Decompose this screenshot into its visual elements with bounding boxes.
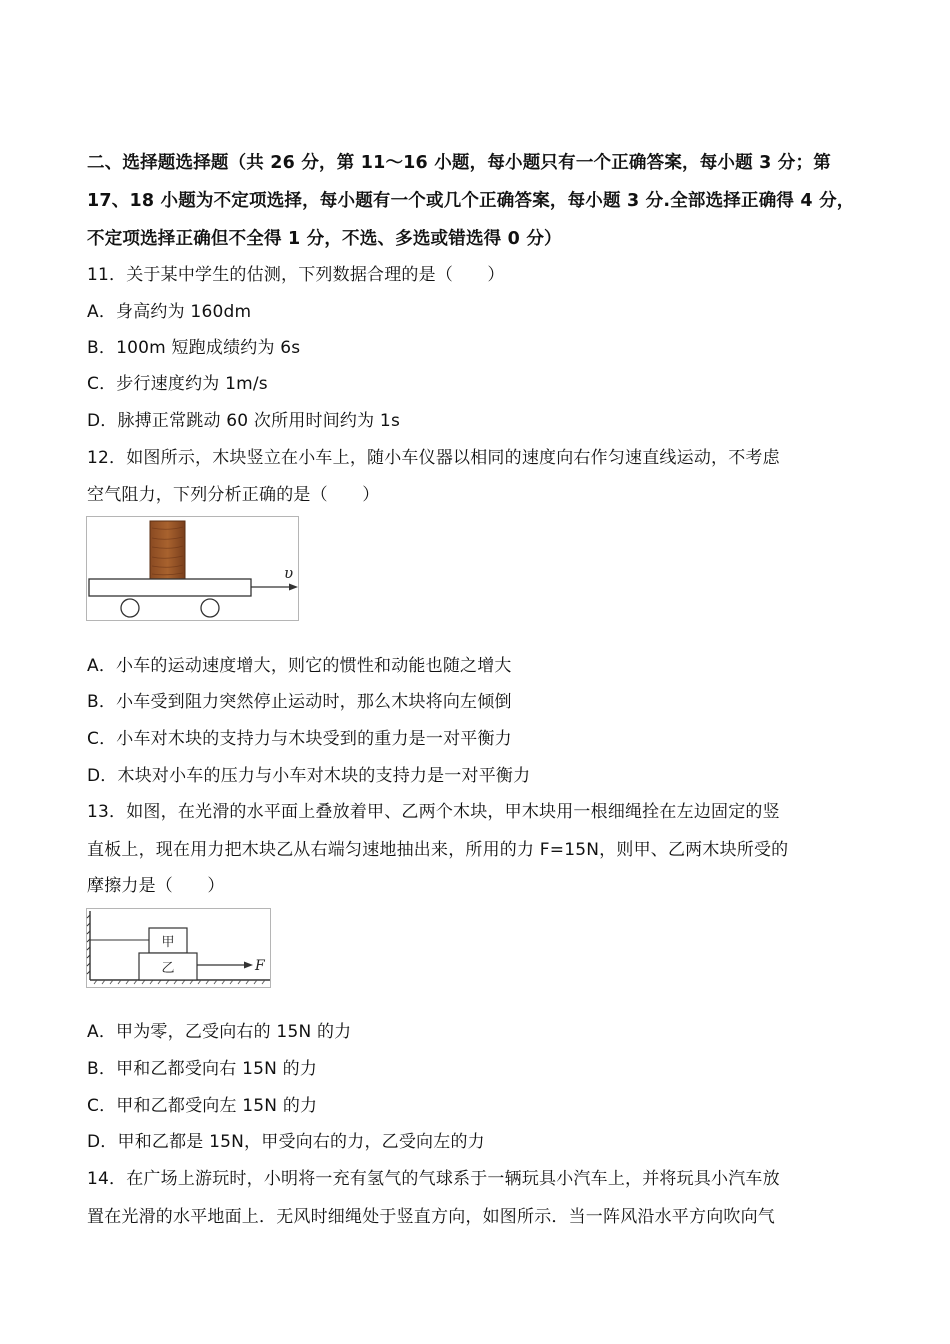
q14-stem-line-2: 置在光滑的水平地面上．无风时细绳处于竖直方向，如图所示．当一阵风沿水平方向吹向气: [87, 1207, 775, 1227]
q12-option-d: D．木块对小车的压力与小车对木块的支持力是一对平衡力: [87, 766, 531, 786]
q14-stem-line-1: 14．在广场上游玩时，小明将一充有氢气的气球系于一辆玩具小汽车上，并将玩具小汽车放: [87, 1169, 780, 1189]
velocity-label: υ: [284, 564, 294, 582]
section-header-line-2: 17、18 小题为不定项选择，每小题有一个或几个正确答案，每小题 3 分.全部选择正确得 4 分，: [87, 191, 855, 211]
section-header-line-3: 不定项选择正确但不全得 1 分，不选、多选或错选得 0 分）: [87, 229, 562, 249]
q12-cart-figure: [86, 516, 302, 622]
cart-wheel-left: [121, 599, 139, 617]
figure-frame: [87, 517, 299, 621]
q11-option-c: C．步行速度约为 1m/s: [87, 374, 268, 394]
q11-stem: 11．关于某中学生的估测，下列数据合理的是（ ）: [87, 265, 505, 285]
q13-stem-line-1: 13．如图，在光滑的水平面上叠放着甲、乙两个木块，甲木块用一根细绳拴在左边固定的竖: [87, 802, 780, 822]
q11-option-a: A．身高约为 160dm: [87, 302, 252, 322]
q11-option-d: D．脉搏正常跳动 60 次所用时间约为 1s: [87, 411, 401, 431]
q13-option-d: D．甲和乙都是 15N，甲受向右的力，乙受向左的力: [87, 1132, 485, 1152]
q13-option-a: A．甲为零，乙受向右的 15N 的力: [87, 1022, 352, 1042]
q11-option-b: B．100m 短跑成绩约为 6s: [87, 338, 301, 358]
cart-wheel-right: [201, 599, 219, 617]
q13-option-c: C．甲和乙都受向左 15N 的力: [87, 1096, 318, 1116]
q13-blocks-figure: [86, 908, 274, 990]
q12-stem-line-1: 12．如图所示，木块竖立在小车上，随小车仪器以相同的速度向右作匀速直线运动，不考虑: [87, 448, 780, 468]
q13-option-b: B．甲和乙都受向右 15N 的力: [87, 1059, 318, 1079]
q13-stem-line-2: 直板上，现在用力把木块乙从右端匀速地抽出来，所用的力 F=15N，则甲、乙两木块所受的: [87, 840, 789, 860]
wood-block: [150, 521, 185, 579]
block-jia-label: 甲: [161, 935, 175, 950]
cart-body: [89, 579, 251, 596]
force-label: F: [255, 958, 265, 974]
q12-option-c: C．小车对木块的支持力与木块受到的重力是一对平衡力: [87, 729, 512, 749]
q13-stem-line-3: 摩擦力是（ ）: [87, 876, 225, 896]
q12-option-a: A．小车的运动速度增大，则它的惯性和动能也随之增大: [87, 656, 512, 676]
block-yi-label: 乙: [161, 961, 175, 976]
section-header-line-1: 二、选择题选择题（共 26 分，第 11～16 小题，每小题只有一个正确答案，每小题 3 分；第: [87, 153, 831, 173]
q12-stem-line-2: 空气阻力，下列分析正确的是（ ）: [87, 485, 380, 505]
q12-option-b: B．小车受到阻力突然停止运动时，那么木块将向左倾倒: [87, 692, 512, 712]
